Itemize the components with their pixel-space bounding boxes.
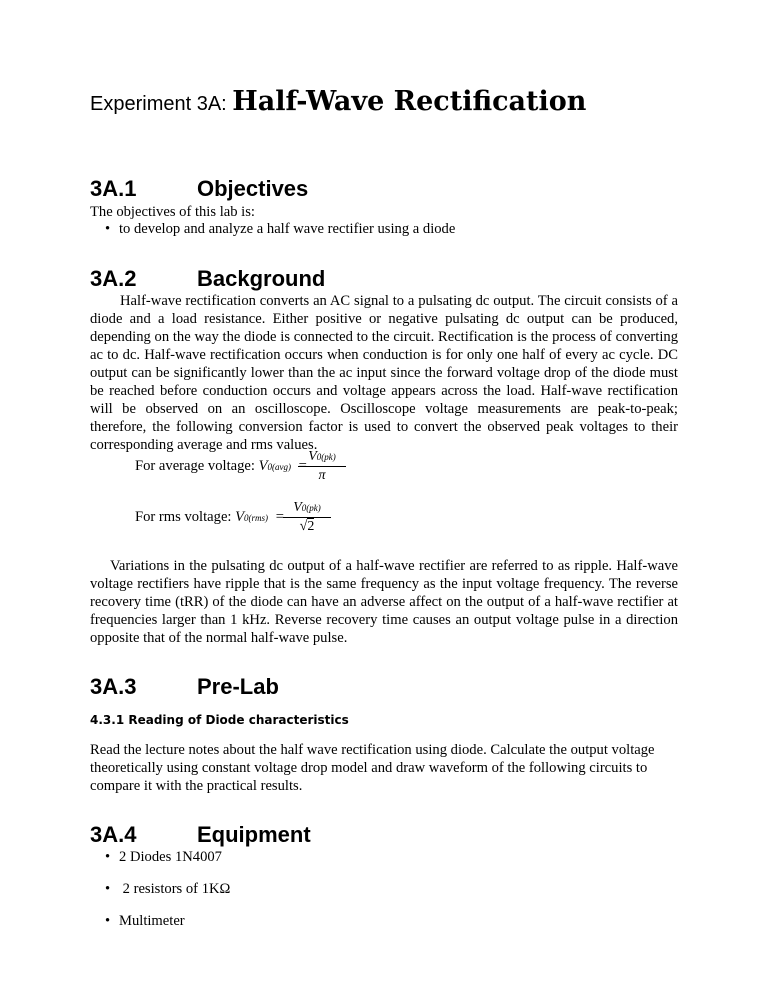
section-title: Background (197, 266, 326, 291)
fraction-den-value: 2 (307, 519, 315, 534)
experiment-title (90, 86, 586, 117)
fraction-den: π (318, 468, 326, 483)
fraction-num-v: V (308, 449, 317, 464)
section-number: 3A.1 (90, 176, 137, 201)
section-title: Objectives (197, 176, 309, 201)
fraction-num-sub: 0(pk) (316, 452, 336, 462)
sqrt-icon: √ (299, 519, 308, 534)
list-item-text: 2 resistors of 1KΩ (119, 881, 231, 897)
formula-average (135, 458, 311, 475)
objectives-intro: The objectives of this lab is: (90, 204, 255, 220)
section-heading-equipment (90, 822, 311, 848)
list-item (105, 913, 185, 930)
list-item (105, 849, 222, 866)
fraction-num-v: V (293, 500, 302, 515)
background-paragraph-1: Half-wave rectification converts an AC signal to a pulsating dc output. The circuit consists of a diode and a load resistance. Either positive or negative pulsating dc output can be produced, depending on the way the diode is connected to the circuit. Rectification is the process of converting ac to dc. Half-wave rectification occurs when conduction is for only one half of every ac cycle. DC output can be significantly lower than the ac input since the forward voltage drop of the diode must be reached before conduction occurs and voltage appears across the load. Half-wave rectification will be observed on an oscilloscope. Oscilloscope voltage measurements are peak-to-peak; therefore, the following conversion factor is used to convert the observed peak voltages to their corresponding average and rms values. (90, 293, 678, 453)
fraction-rms (283, 500, 331, 536)
fraction-den (283, 518, 331, 536)
section-number: 3A.2 (90, 266, 137, 291)
title-prefix: Experiment 3A: (90, 93, 233, 115)
formula-lhs-v: V (235, 509, 245, 525)
formula-equals: = (275, 509, 284, 525)
list-item (105, 881, 230, 898)
formula-label: For average voltage: (135, 458, 259, 474)
list-item-text: Multimeter (119, 913, 185, 929)
bullet-icon: • (105, 849, 111, 865)
title-main: Half-Wave Rectification (232, 86, 587, 117)
list-item-text: 2 Diodes 1N4007 (119, 849, 222, 865)
bullet-icon: • (105, 881, 111, 897)
section-title: Pre-Lab (197, 674, 279, 699)
formula-equals: = (298, 458, 307, 474)
section-number: 3A.4 (90, 822, 137, 847)
formula-label: For rms voltage: (135, 509, 236, 525)
bullet-icon: • (105, 913, 111, 929)
fraction-num-sub: 0(pk) (301, 503, 321, 513)
formula-lhs-sub: 0(rms) (244, 513, 269, 523)
prelab-line-3: compare it with the practical results. (90, 778, 303, 794)
formula-lhs-v: V (258, 458, 268, 474)
section-number: 3A.3 (90, 674, 137, 699)
bullet-icon: • (105, 221, 111, 237)
list-item-text: to develop and analyze a half wave rectifier using a diode (119, 221, 456, 237)
background-paragraph-2: Variations in the pulsating dc output of a half-wave rectifier are referred to as ripple. Half-wave voltage rectifiers have ripple that is the same frequency as the input voltage frequency. The reverse recovery time (tRR) of the diode can have an adverse affect on the output of a half-wave rectifier at frequencies larger than 1 kHz. Reverse recovery time causes an output voltage pulse in a direction opposite that of the normal half-wave pulse. (90, 558, 678, 646)
formula-lhs-sub: 0(avg) (267, 462, 292, 472)
section-heading-prelab (90, 674, 279, 700)
formula-rms (135, 509, 288, 526)
list-item (105, 221, 455, 238)
section-title: Equipment (197, 822, 311, 847)
section-heading-background (90, 266, 325, 292)
prelab-line-2: theoretically using constant voltage drop model and draw waveform of the following circuits to (90, 760, 648, 776)
prelab-subheading: 4.3.1 Reading of Diode characteristics (90, 713, 349, 727)
fraction-average (298, 449, 346, 485)
section-heading-objectives (90, 176, 308, 202)
prelab-line-1: Read the lecture notes about the half wave rectification using diode. Calculate the output voltage (90, 742, 655, 758)
